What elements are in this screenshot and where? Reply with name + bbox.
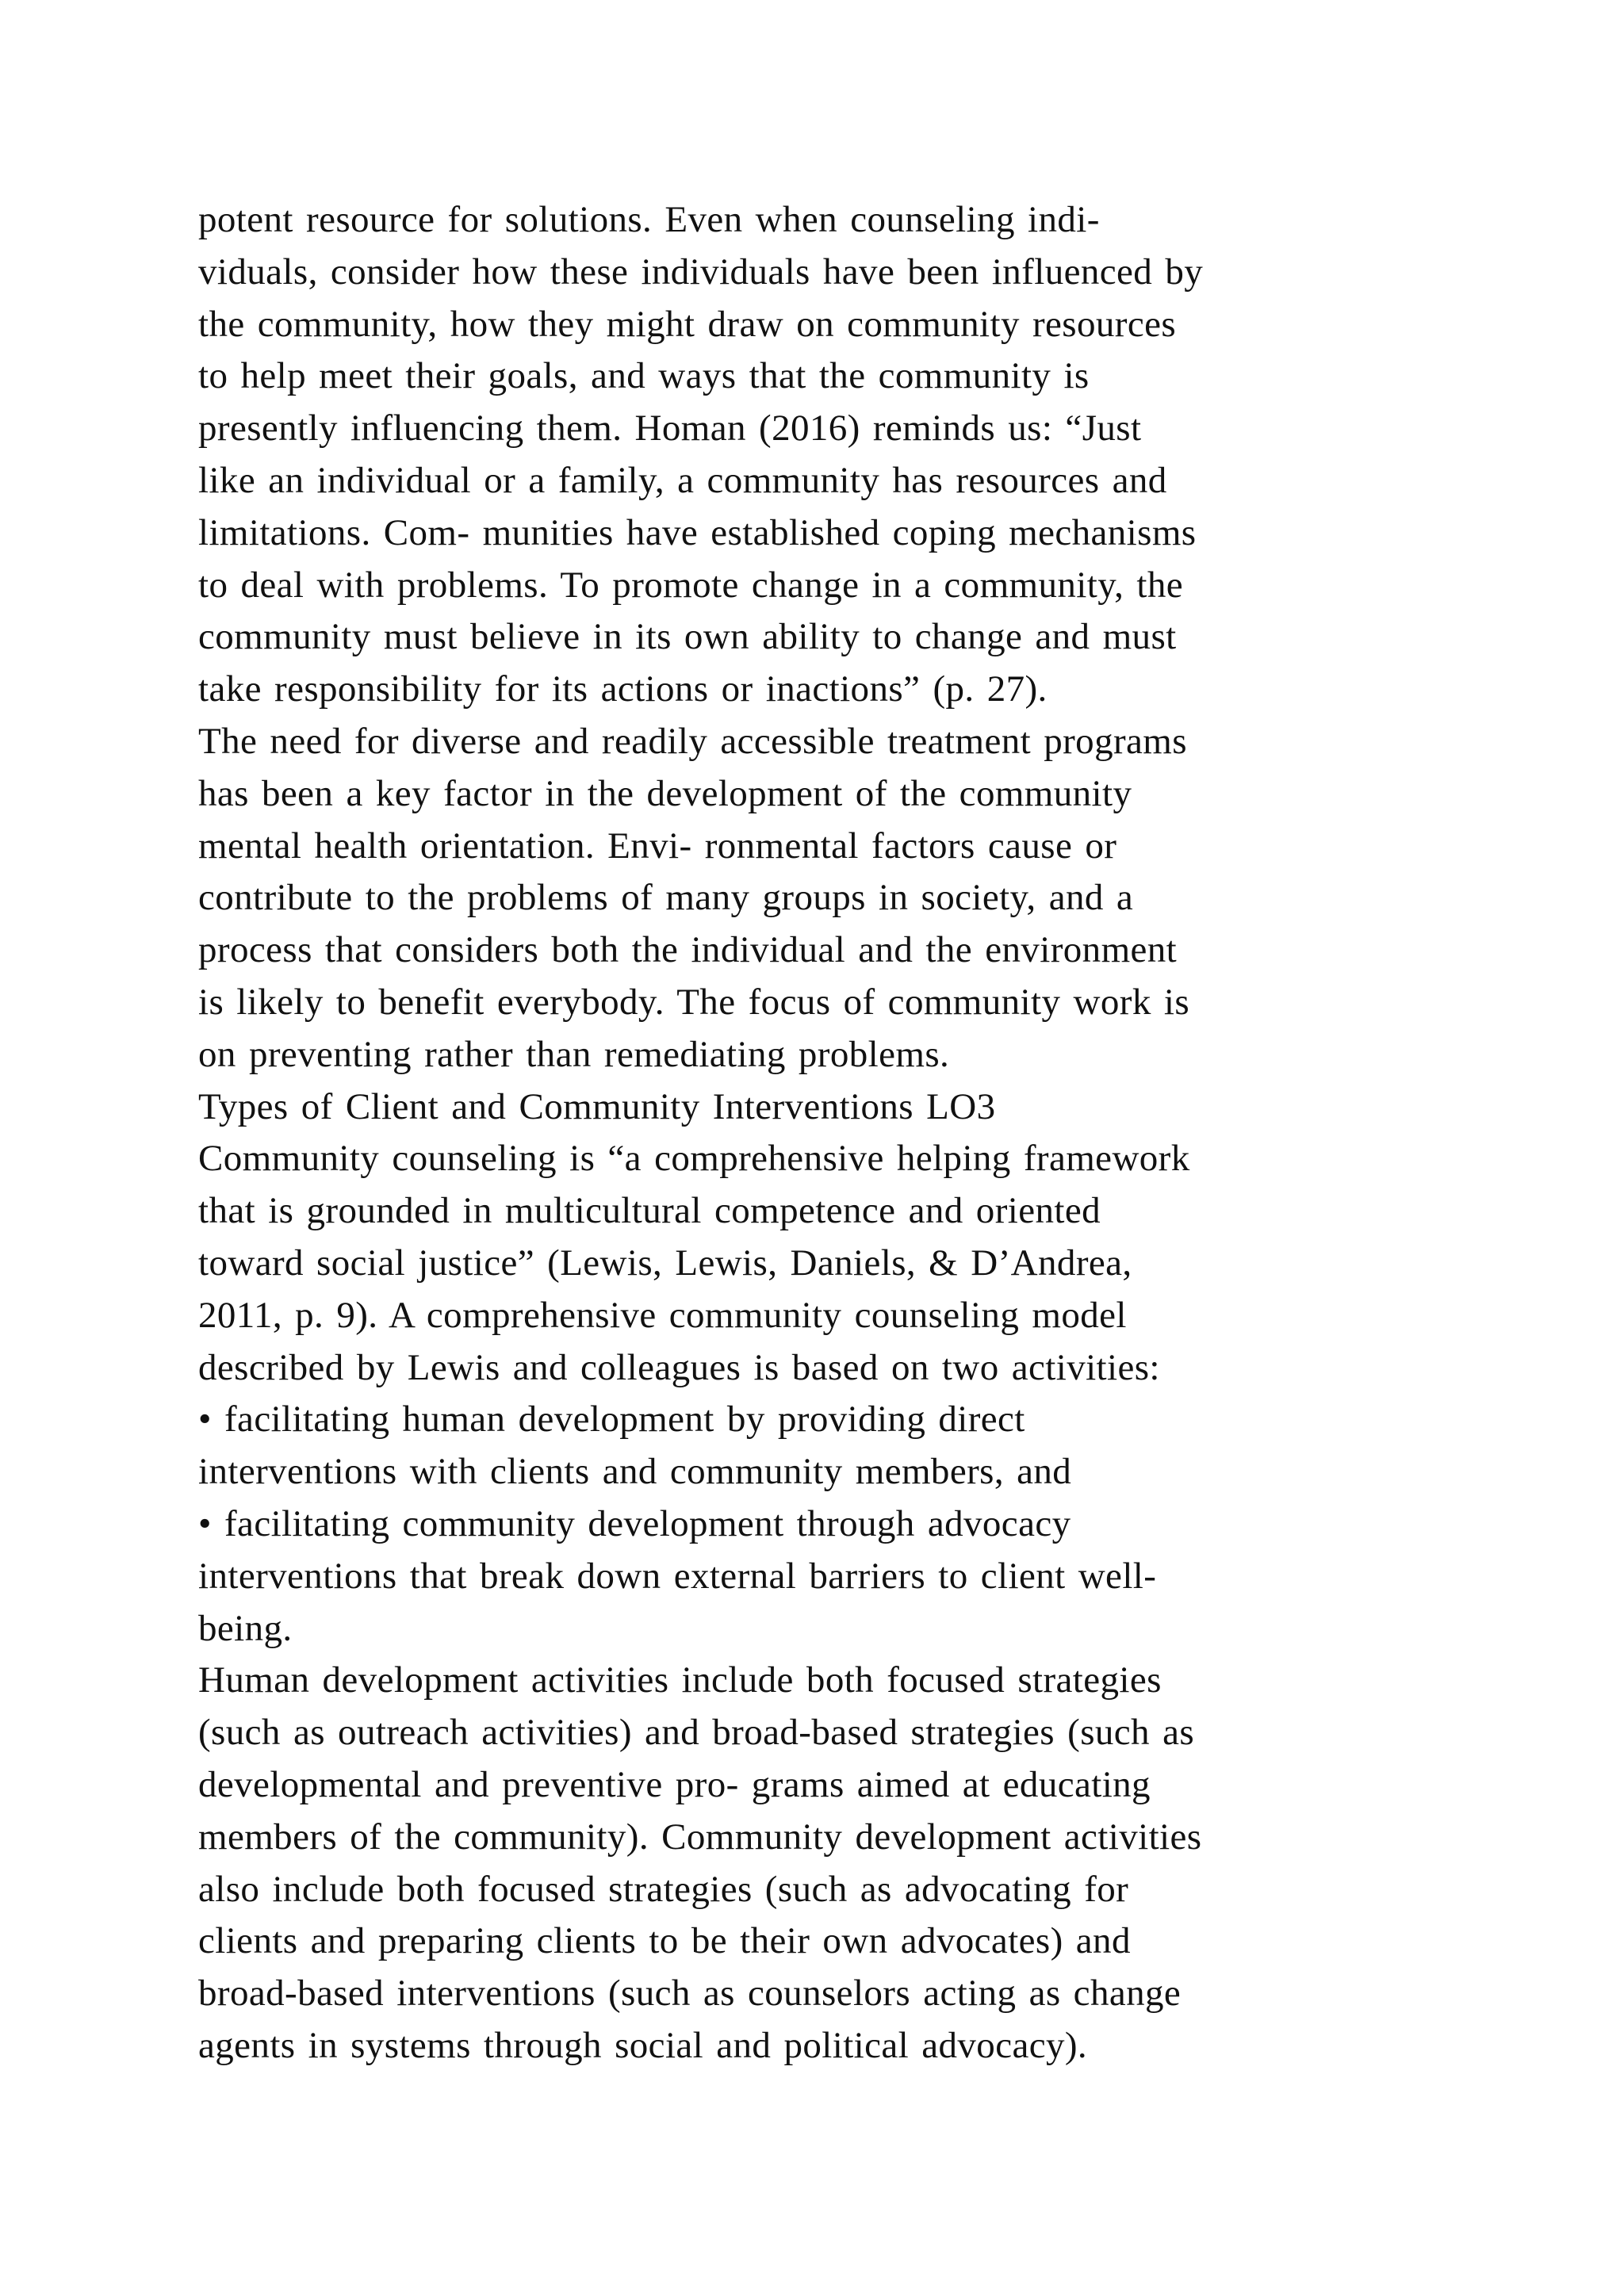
text-line: contribute to the problems of many groups in society, and a: [198, 877, 1134, 919]
text-line: has been a key factor in the development of the community: [198, 772, 1132, 814]
text-line: developmental and preventive pro- grams aimed at educating: [198, 1763, 1151, 1805]
text-line: process that considers both the individual and the environment: [198, 929, 1178, 971]
text-line: (such as outreach activities) and broad-based strategies (such as: [198, 1712, 1195, 1754]
text-line: being.: [198, 1607, 293, 1649]
text-line: interventions with clients and community members, and: [198, 1451, 1072, 1493]
text-line: to help meet their goals, and ways that the community is: [198, 355, 1090, 397]
text-line: potent resource for solutions. Even when counseling indi-: [198, 199, 1100, 240]
text-line: broad-based interventions (such as counselors acting as change: [198, 1973, 1182, 2015]
text-line: 2011, p. 9). A comprehensive community counseling model: [198, 1294, 1127, 1336]
body-text: [198, 194, 1451, 2072]
text-line: is likely to benefit everybody. The focus of community work is: [198, 981, 1190, 1023]
text-line: The need for diverse and readily accessible treatment programs: [198, 720, 1187, 762]
text-line: take responsibility for its actions or inactions” (p. 27).: [198, 668, 1048, 710]
text-line: described by Lewis and colleagues is based on two activities:: [198, 1346, 1160, 1388]
text-line: agents in systems through social and political advocacy).: [198, 2024, 1088, 2066]
section-heading: Types of Client and Community Interventions LO3: [198, 1085, 996, 1127]
text-line: community must believe in its own ability to change and must: [198, 616, 1177, 658]
text-line: Human development activities include both focused strategies: [198, 1659, 1162, 1701]
text-line: that is grounded in multicultural competence and oriented: [198, 1190, 1101, 1232]
text-line: presently influencing them. Homan (2016) reminds us: “Just: [198, 408, 1142, 450]
text-line: limitations. Com- munities have established coping mechanisms: [198, 511, 1197, 553]
text-line: viduals, consider how these individuals have been influenced by: [198, 251, 1204, 293]
text-line: to deal with problems. To promote change in a community, the: [198, 564, 1183, 606]
text-line: mental health orientation. Envi- ronmental factors cause or: [198, 825, 1117, 867]
text-line: on preventing rather than remediating problems.: [198, 1033, 950, 1075]
bullet-item: • facilitating human development by providing direct: [198, 1399, 1025, 1441]
text-line: like an individual or a family, a community has resources and: [198, 459, 1167, 501]
bullet-item: • facilitating community development through advocacy: [198, 1502, 1071, 1544]
text-line: also include both focused strategies (such as advocating for: [198, 1868, 1129, 1910]
text-line: interventions that break down external barriers to client well-: [198, 1555, 1157, 1597]
text-line: toward social justice” (Lewis, Lewis, Daniels, & D’Andrea,: [198, 1242, 1132, 1284]
text-line: Community counseling is “a comprehensive helping framework: [198, 1138, 1190, 1180]
text-line: clients and preparing clients to be their own advocates) and: [198, 1920, 1131, 1962]
text-line: the community, how they might draw on community resources: [198, 303, 1177, 345]
text-line: members of the community). Community development activities: [198, 1816, 1202, 1858]
